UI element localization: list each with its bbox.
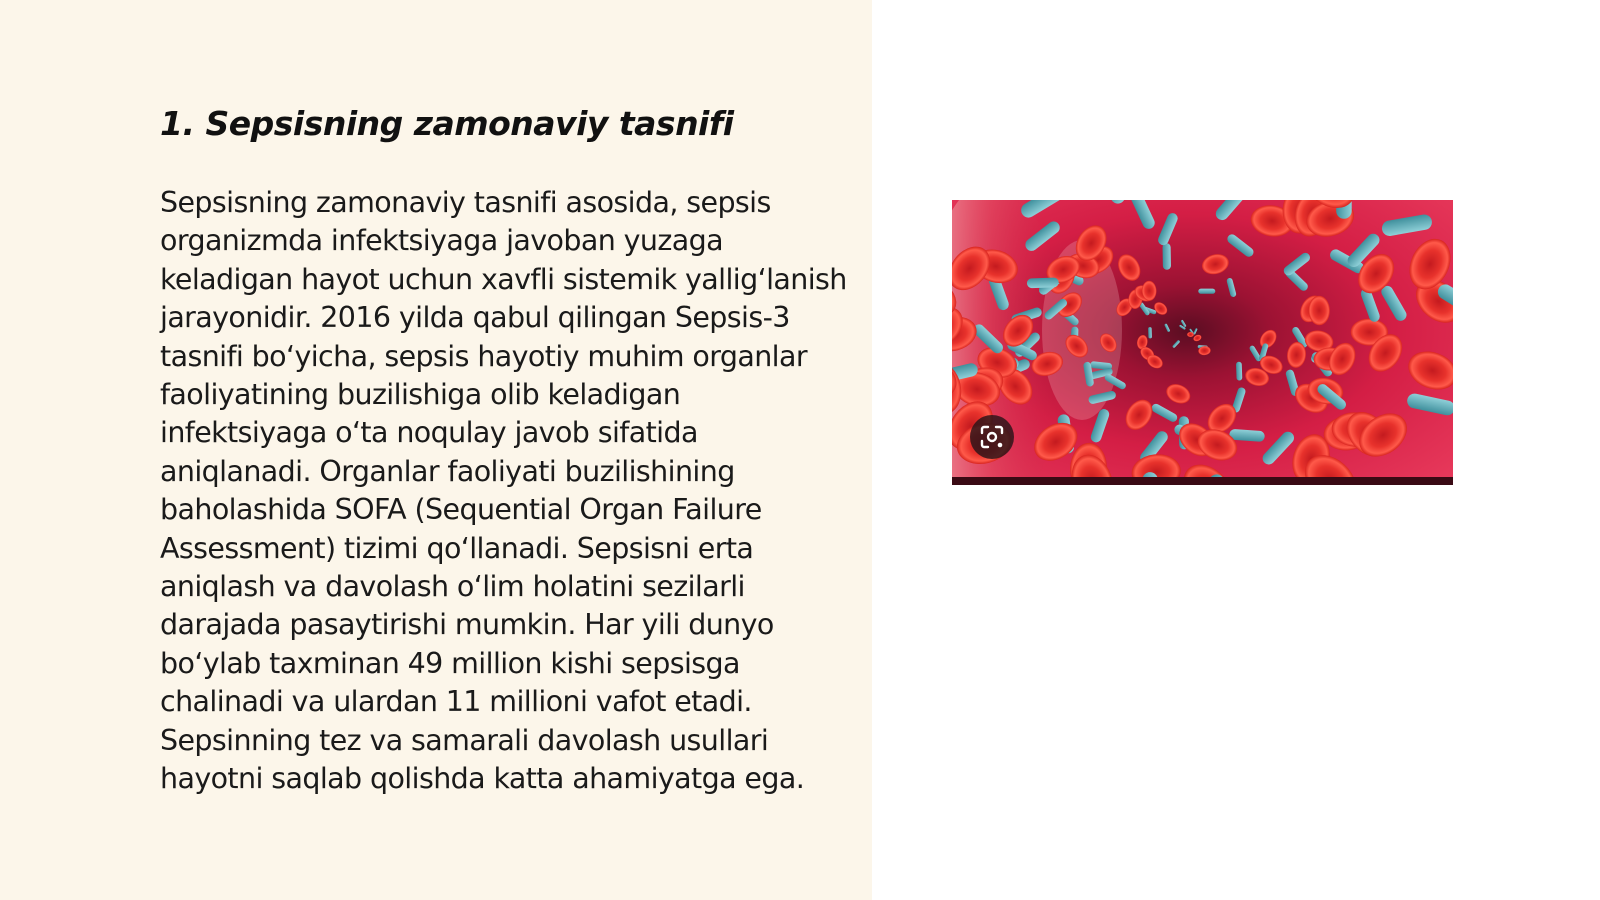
slide-title: 1. Sepsisning zamonaviy tasnifi bbox=[160, 104, 734, 143]
bacterium bbox=[1027, 277, 1059, 288]
slide-body-text: Sepsisning zamonaviy tasnifi asosida, sepsis organizmda infektsiyaga javoban yuzaga keladigan hayot uchun xavfli sistemik yallig‘lanish jarayonidir. 2016 yilda qabul qilingan Sepsis-3 tasnifi bo‘yicha, sepsis hayotiy muhim organlar faoliyatining buzilishiga olib keladigan infektsiyaga o‘ta noqulay javob sifatida aniqlanadi. Organlar faoliyati buzilishining baholashida SOFA (Sequential Organ Failure Assessment) tizimi qo‘llanadi. Sepsisni erta aniqlash va davolash o‘lim holatini sezilarli darajada pasaytirishi mumkin. Har yili dunyo bo‘ylab taxminan 49 million kishi sepsisga chalinadi va ulardan 11 millioni vafot etadi. Sepsinning tez va samarali davolash usullari hayotni saqlab qolishda katta ahamiyatga ega. bbox=[160, 186, 847, 796]
blood-vessel-image bbox=[952, 200, 1453, 485]
visual-search-button[interactable] bbox=[970, 415, 1014, 459]
visual-search-icon bbox=[979, 424, 1005, 450]
bacterium bbox=[1162, 243, 1171, 270]
bacterium bbox=[1236, 362, 1242, 381]
bacterium bbox=[1148, 327, 1152, 338]
bacterium bbox=[1198, 289, 1215, 294]
blood-vessel-illustration bbox=[952, 200, 1453, 485]
